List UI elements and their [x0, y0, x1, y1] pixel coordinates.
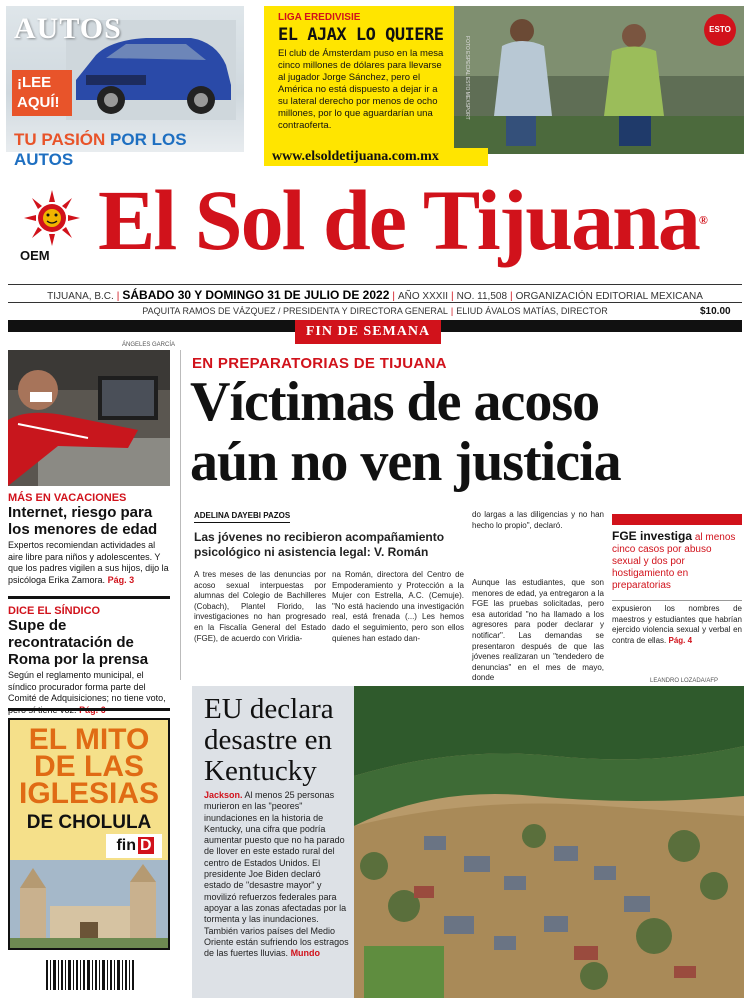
- registered-mark: ®: [698, 213, 706, 227]
- story-sindico[interactable]: [8, 605, 170, 716]
- story-internet-kicker: MÁS EN VACACIONES: [8, 492, 127, 504]
- dateline-year: AÑO XXXII: [397, 291, 448, 302]
- story-sindico-body-text: Según el reglamento municipal, el síndico procurador forma parte del Comité de Adquisiciones; no tiene voto,: [8, 670, 166, 703]
- findes-logo-a: fin: [116, 837, 136, 854]
- findes-logo-b: D: [139, 837, 152, 854]
- main-column-3a: do largas a las diligencias y no han hecho lo propio", declaró.: [472, 510, 604, 530]
- fge-callout-title: FGE investiga: [612, 529, 693, 543]
- masthead-rule-mid: [8, 302, 742, 303]
- main-column-2: na Román, directora del Centro de Empoderamiento y Protección a la Mujer con Estrella, A.C. (Cemuje). "No está haciendo una investigación real, está frenada (...) Les hemos dado el seguimiento, pero son ellos quienes han estado dan-: [332, 570, 464, 643]
- eu-section-link[interactable]: Mundo: [290, 948, 321, 959]
- student-computer-photo: [8, 350, 170, 486]
- liga-body: El club de Ámsterdam puso en la mesa cinco millones de dólares para llevarse al jugador Jorge Sánchez, pero el América no está dispuesto a dejar ir a su lateral derecho por menos de ocho millones, por lo que aguardarían una contraoferta.: [278, 48, 444, 131]
- dateline-number: NO. 11,508: [456, 291, 508, 302]
- autos-tagline-a: TU PASIÓN: [14, 130, 106, 149]
- autos-tagline-b: POR LOS AUTOS: [14, 130, 187, 169]
- eu-body: [204, 790, 350, 959]
- eu-dateline: Jackson.: [204, 790, 243, 800]
- liga-text-box: [264, 6, 454, 154]
- esto-badge: ESTO: [704, 14, 736, 46]
- liga-kicker: LIGA EREDIVISIE: [278, 12, 361, 23]
- staff-president: PAQUITA RAMOS DE VÁZQUEZ / PRESIDENTA Y DIRECTORA GENERAL: [142, 306, 448, 316]
- main-column-1: A tres meses de las denuncias por acoso sexual interpuestas por alumnas del Colegio de Bachilleres (Cobach), Plantel Florido, las investigaciones no han progresado en la Fiscalía General del Estado (FGE), de acuerdo con Viridia-: [194, 570, 326, 643]
- eu-body-text: Al menos 25 personas murieron en las "peores" inundaciones en la historia de Kentucky, una cifra que podría aumentar puesto que no ha parado de llover en este estado rural del centro de Estados Unidos. El presidente Joe Biden declaró estado de "desastre mayor" y movilizó refuerzos federales para apoyar a las zonas afectadas por la tormenta y las inundaciones. También varios países del Medio Oriente están sufriendo los estragos de las fuertes lluvias.: [204, 790, 349, 959]
- main-headline-line1: Víctimas de acoso: [190, 371, 600, 433]
- newspaper-title[interactable]: [98, 170, 728, 270]
- story-internet-body-text: Expertos recomiendan actividades al aire libre para niños y adolescentes. Y que los padres vigilen a sus hijos, dijo la psicóloga Erika Zamora.: [8, 540, 169, 585]
- story-internet-page[interactable]: Pág. 3: [107, 574, 135, 585]
- dateline-date: SÁBADO 30 Y DOMINGO 31 DE JULIO DE 2022: [122, 288, 390, 302]
- column-divider: [180, 350, 181, 680]
- barcode-icon: [44, 958, 136, 994]
- findes-ad[interactable]: [8, 718, 170, 950]
- main-kicker: EN PREPARATORIAS DE TIJUANA: [192, 355, 447, 372]
- story-internet[interactable]: [8, 492, 170, 586]
- main-page-ref[interactable]: Pág. 4: [668, 635, 693, 645]
- promo-liga[interactable]: [264, 6, 744, 154]
- soccer-players-photo: [454, 6, 744, 154]
- liga-headline[interactable]: EL AJAX LO QUIERE: [278, 25, 444, 45]
- dateline-city: TIJUANA, B.C.: [47, 291, 114, 302]
- left-divider-1: [8, 596, 170, 599]
- left-divider-2: [8, 708, 170, 711]
- staff-line: PAQUITA RAMOS DE VÁZQUEZ / PRESIDENTA Y DIRECTORA GENERAL | ELIUD ÁVALOS MATÍAS, DIRECTOR: [142, 306, 608, 316]
- story-internet-headline[interactable]: Internet, riesgo para los menores de edad: [8, 504, 158, 538]
- flood-photo-credit: LEANDRO LOZADA/AFP: [650, 678, 719, 684]
- story-sindico-kicker: DICE EL SÍNDICO: [8, 605, 101, 617]
- main-column-3b: Aunque las estudiantes, que son menores de edad, ya entregaron a la FGE las pruebas solicitadas, pero esa autoridad "no ha llamado a los agresores para poder declarar y notificar". Las demandas se presentaron después de que las jóvenes realizaran un "tendedero de denuncias" en el mes de mayo, donde: [472, 578, 604, 683]
- main-column-4-text: expusieron los nombres de maestros y estudiantes que habrían ejercido violencia sexual y verbal en contra de ellas.: [612, 604, 742, 645]
- main-headline[interactable]: [190, 372, 746, 492]
- fge-rule: [612, 600, 742, 601]
- ad-subheadline: DE CHOLULA: [26, 812, 152, 833]
- read-here-badge[interactable]: ¡LEE AQUÍ!: [12, 70, 72, 116]
- story-internet-body: [8, 540, 170, 586]
- fge-red-bar: [612, 514, 742, 525]
- oem-logo: OEM: [20, 248, 50, 263]
- liga-photo-credit: FOTO ESPECIAL ESTO MEXSPORT: [464, 36, 470, 120]
- church-image: [10, 860, 168, 948]
- promo-autos[interactable]: [6, 6, 244, 169]
- main-headline-line2: aún no ven justicia: [190, 431, 621, 493]
- masthead-rule-top: [8, 284, 742, 285]
- story-sindico-headline[interactable]: Supe de recontratación de Roma por la prensa: [8, 617, 149, 668]
- ad-headline: EL MITO DE LAS IGLESIAS: [18, 723, 160, 810]
- main-column-4: [612, 604, 742, 646]
- findes-logo: [106, 834, 162, 858]
- newspaper-title-text: El Sol de Tijuana: [98, 172, 699, 268]
- flood-aerial-photo: [354, 686, 744, 998]
- left-photo-credit: ÁNGELES GARCÍA: [122, 342, 176, 348]
- autos-brand: AUTOS: [14, 12, 122, 45]
- price: $10.00: [700, 306, 731, 317]
- eu-headline[interactable]: EU declara desastre en Kentucky: [204, 693, 334, 787]
- dateline-org: ORGANIZACIÓN EDITORIAL MEXICANA: [515, 291, 703, 302]
- fge-callout-text: al menos cinco casos por abuso sexual y dos por hostigamiento en preparatorias: [612, 532, 736, 591]
- byline: ADELINA DAYEBI PAZOS: [194, 511, 290, 523]
- website-link[interactable]: www.elsoldetijuana.com.mx: [264, 148, 488, 166]
- autos-tagline: [14, 130, 244, 170]
- dateline: TIJUANA, B.C. | SÁBADO 30 Y DOMINGO 31 DE JULIO DE 2022 | AÑO XXXII | NO. 11,508 | ORGANIZACIÓN EDITORIAL MEXICANA: [47, 288, 703, 302]
- section-banner[interactable]: FIN DE SEMANA: [295, 320, 441, 344]
- main-dek: Las jóvenes no recibieron acompañamiento psicológico ni asistencia legal: V. Román: [194, 530, 445, 559]
- staff-director: ELIUD ÁVALOS MATÍAS, DIRECTOR: [456, 306, 608, 316]
- fge-callout: [612, 530, 742, 592]
